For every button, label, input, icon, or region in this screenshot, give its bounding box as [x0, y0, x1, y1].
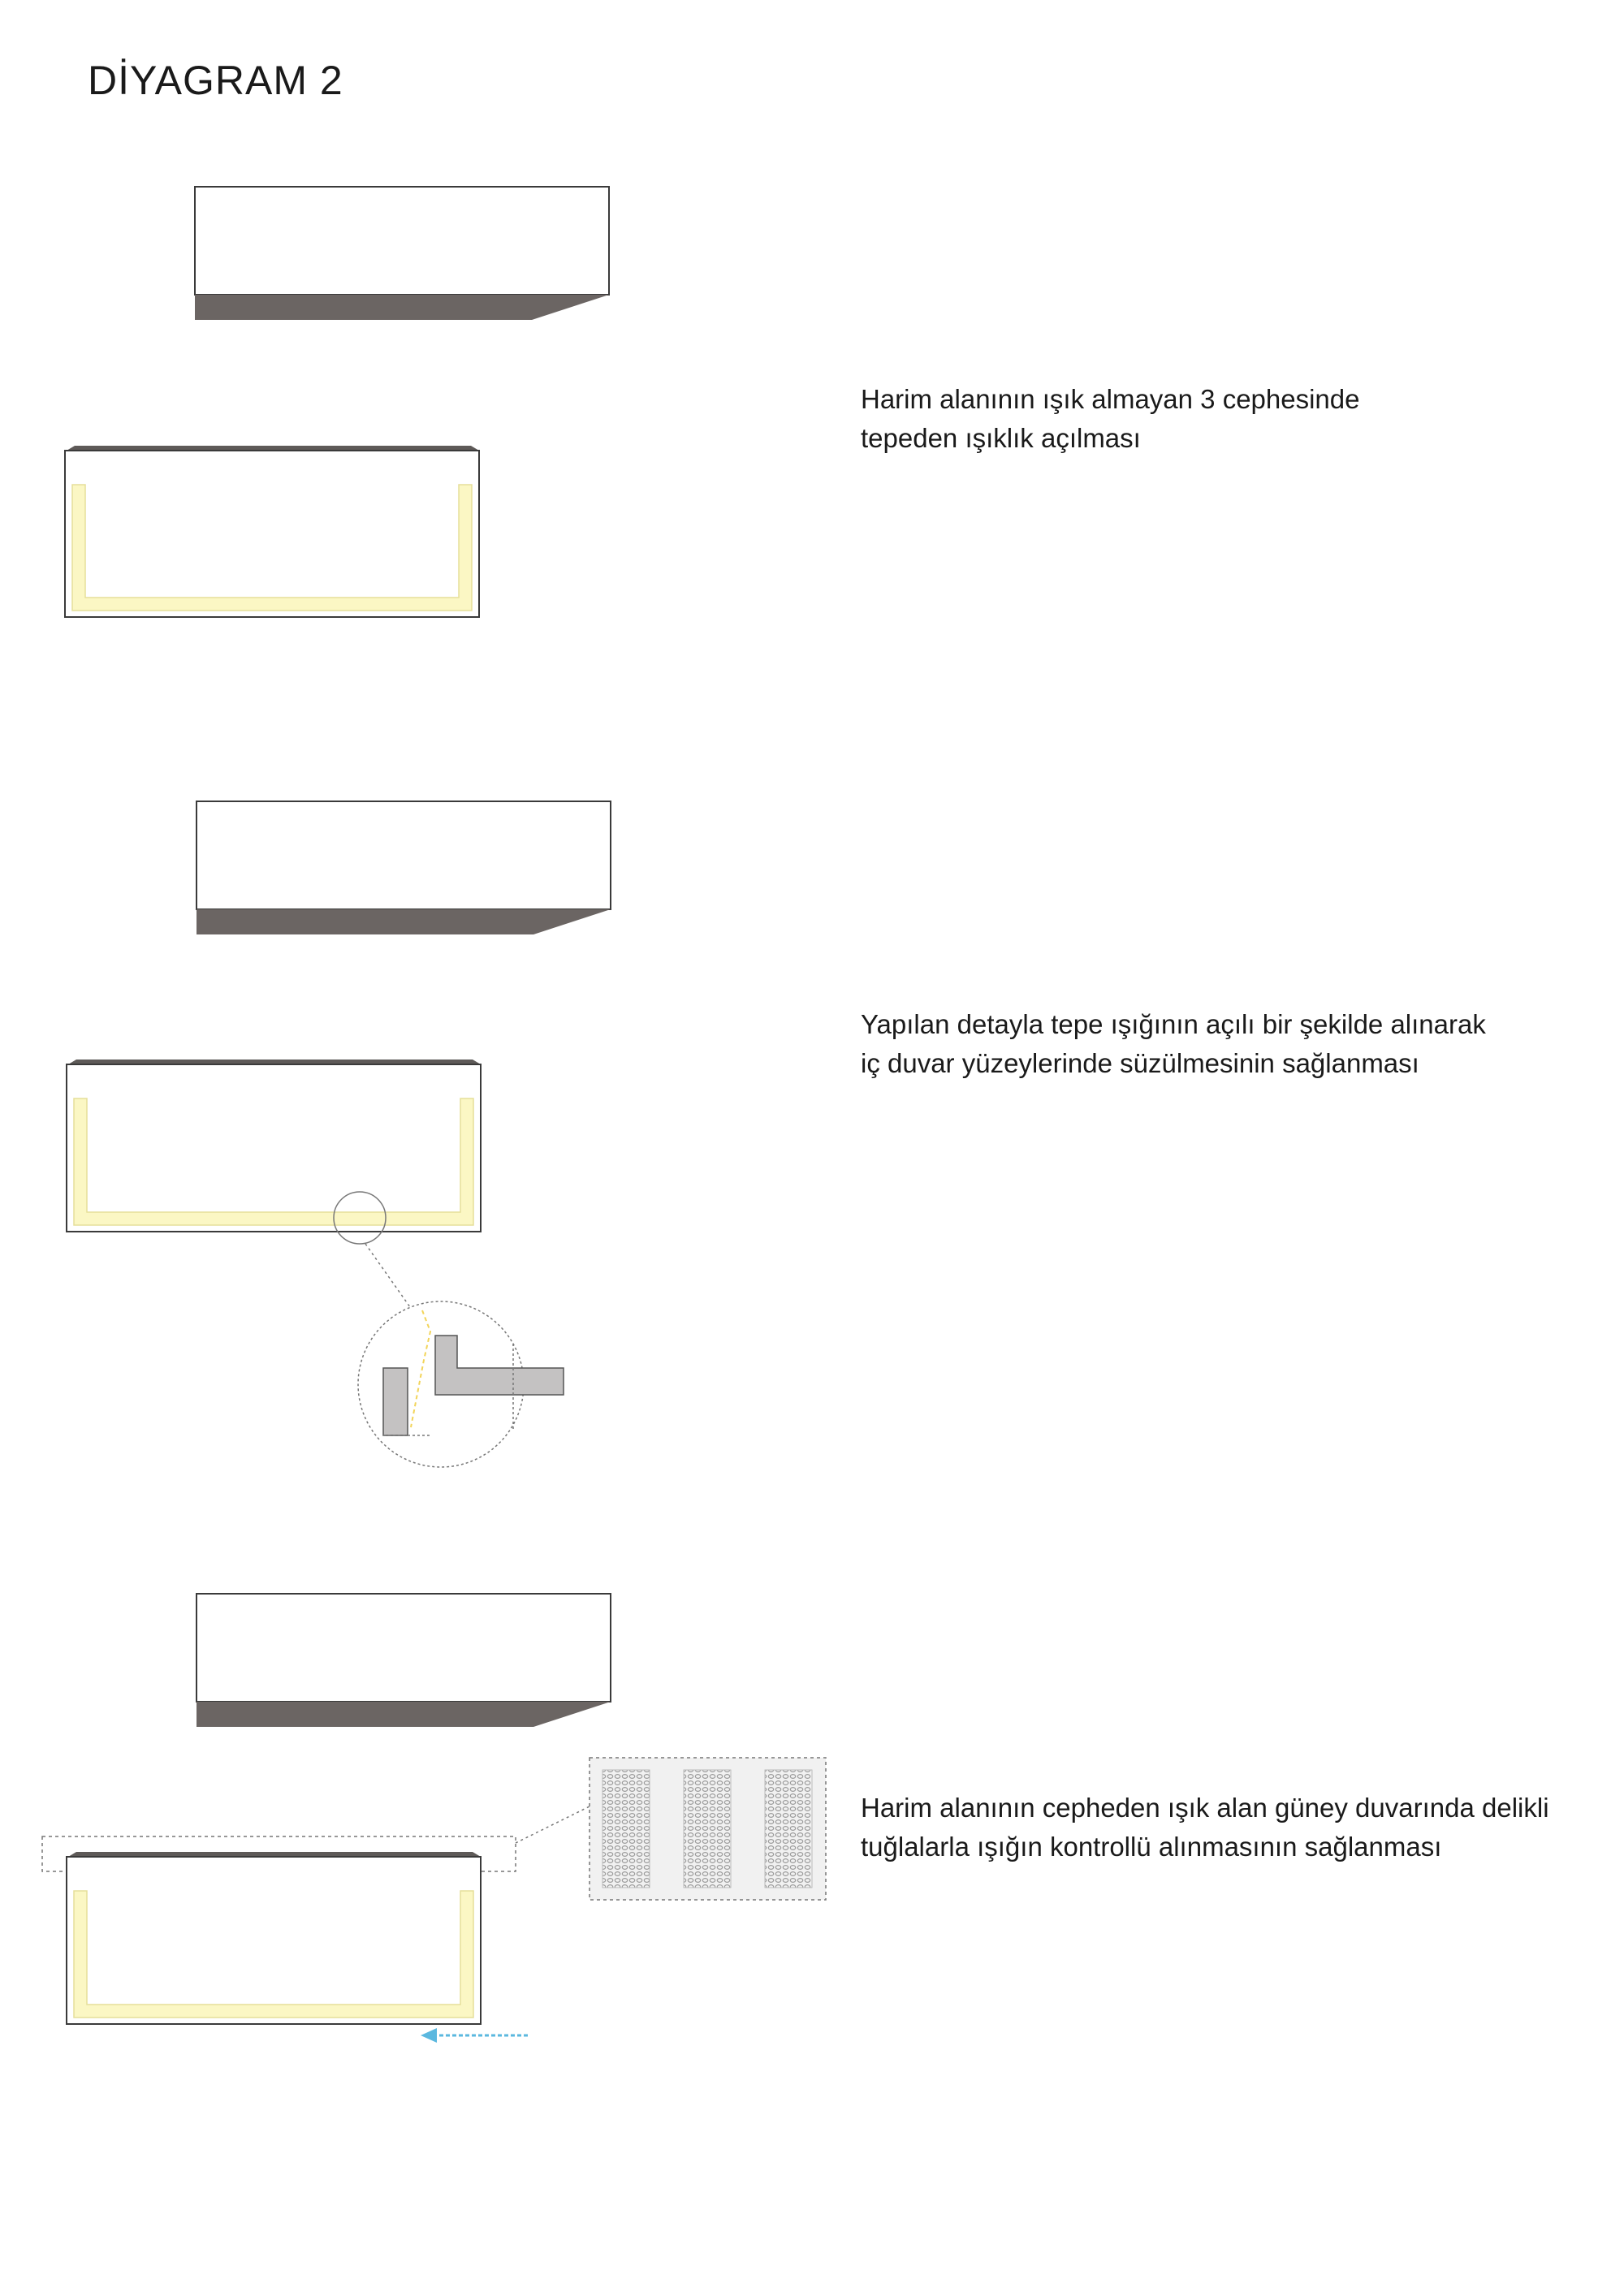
step-1-caption-line-2: tepeden ışıklık açılması: [861, 423, 1141, 453]
plan-outline: [65, 451, 479, 617]
step-1-caption-line-1: Harim alanının ışık almayan 3 cephesinde: [861, 384, 1360, 414]
step-1-elevation: [195, 187, 609, 320]
step-3-elevation: [197, 1594, 611, 1727]
step-2-caption-line-1: Yapılan detayla tepe ışığının açılı bir şekilde alınarak: [861, 1009, 1486, 1039]
step-3-plan: [42, 1806, 590, 2043]
step-3-caption-line-2: tuğlalarla ışığın kontrollü alınmasının sağlanması: [861, 1832, 1442, 1862]
elevation-shadow: [195, 295, 609, 320]
plan-outline: [67, 1857, 481, 2024]
detail-leader-line: [365, 1244, 410, 1307]
elevation-wall: [195, 187, 609, 295]
step-1-plan: [65, 446, 479, 617]
perforated-brick-detail: [590, 1758, 826, 1900]
step-2-plan: [67, 1060, 481, 1307]
elevation-shadow: [197, 1702, 611, 1727]
step-3-caption-line-1: Harim alanının cepheden ışık alan güney duvarında delikli: [861, 1793, 1549, 1823]
perforated-brick-strip-1: [603, 1770, 650, 1888]
elevation-shadow: [197, 909, 611, 934]
brick-leader-line: [516, 1806, 590, 1843]
perforated-brick-strip-3: [765, 1770, 812, 1888]
page-title: DİYAGRAM 2: [88, 58, 343, 103]
elevation-wall: [197, 1594, 611, 1702]
light-direction-arrow: [421, 2028, 528, 2043]
elevation-wall: [197, 801, 611, 909]
step-2-caption-line-2: iç duvar yüzeylerinde süzülmesinin sağlanması: [861, 1048, 1419, 1078]
detail-inner-wall: [383, 1368, 408, 1435]
arrow-head: [421, 2028, 437, 2043]
plan-outline: [67, 1064, 481, 1232]
step-2-elevation: [197, 801, 611, 934]
perforated-brick-strip-2: [684, 1770, 731, 1888]
step-2-detail-zoom: [358, 1301, 564, 1467]
